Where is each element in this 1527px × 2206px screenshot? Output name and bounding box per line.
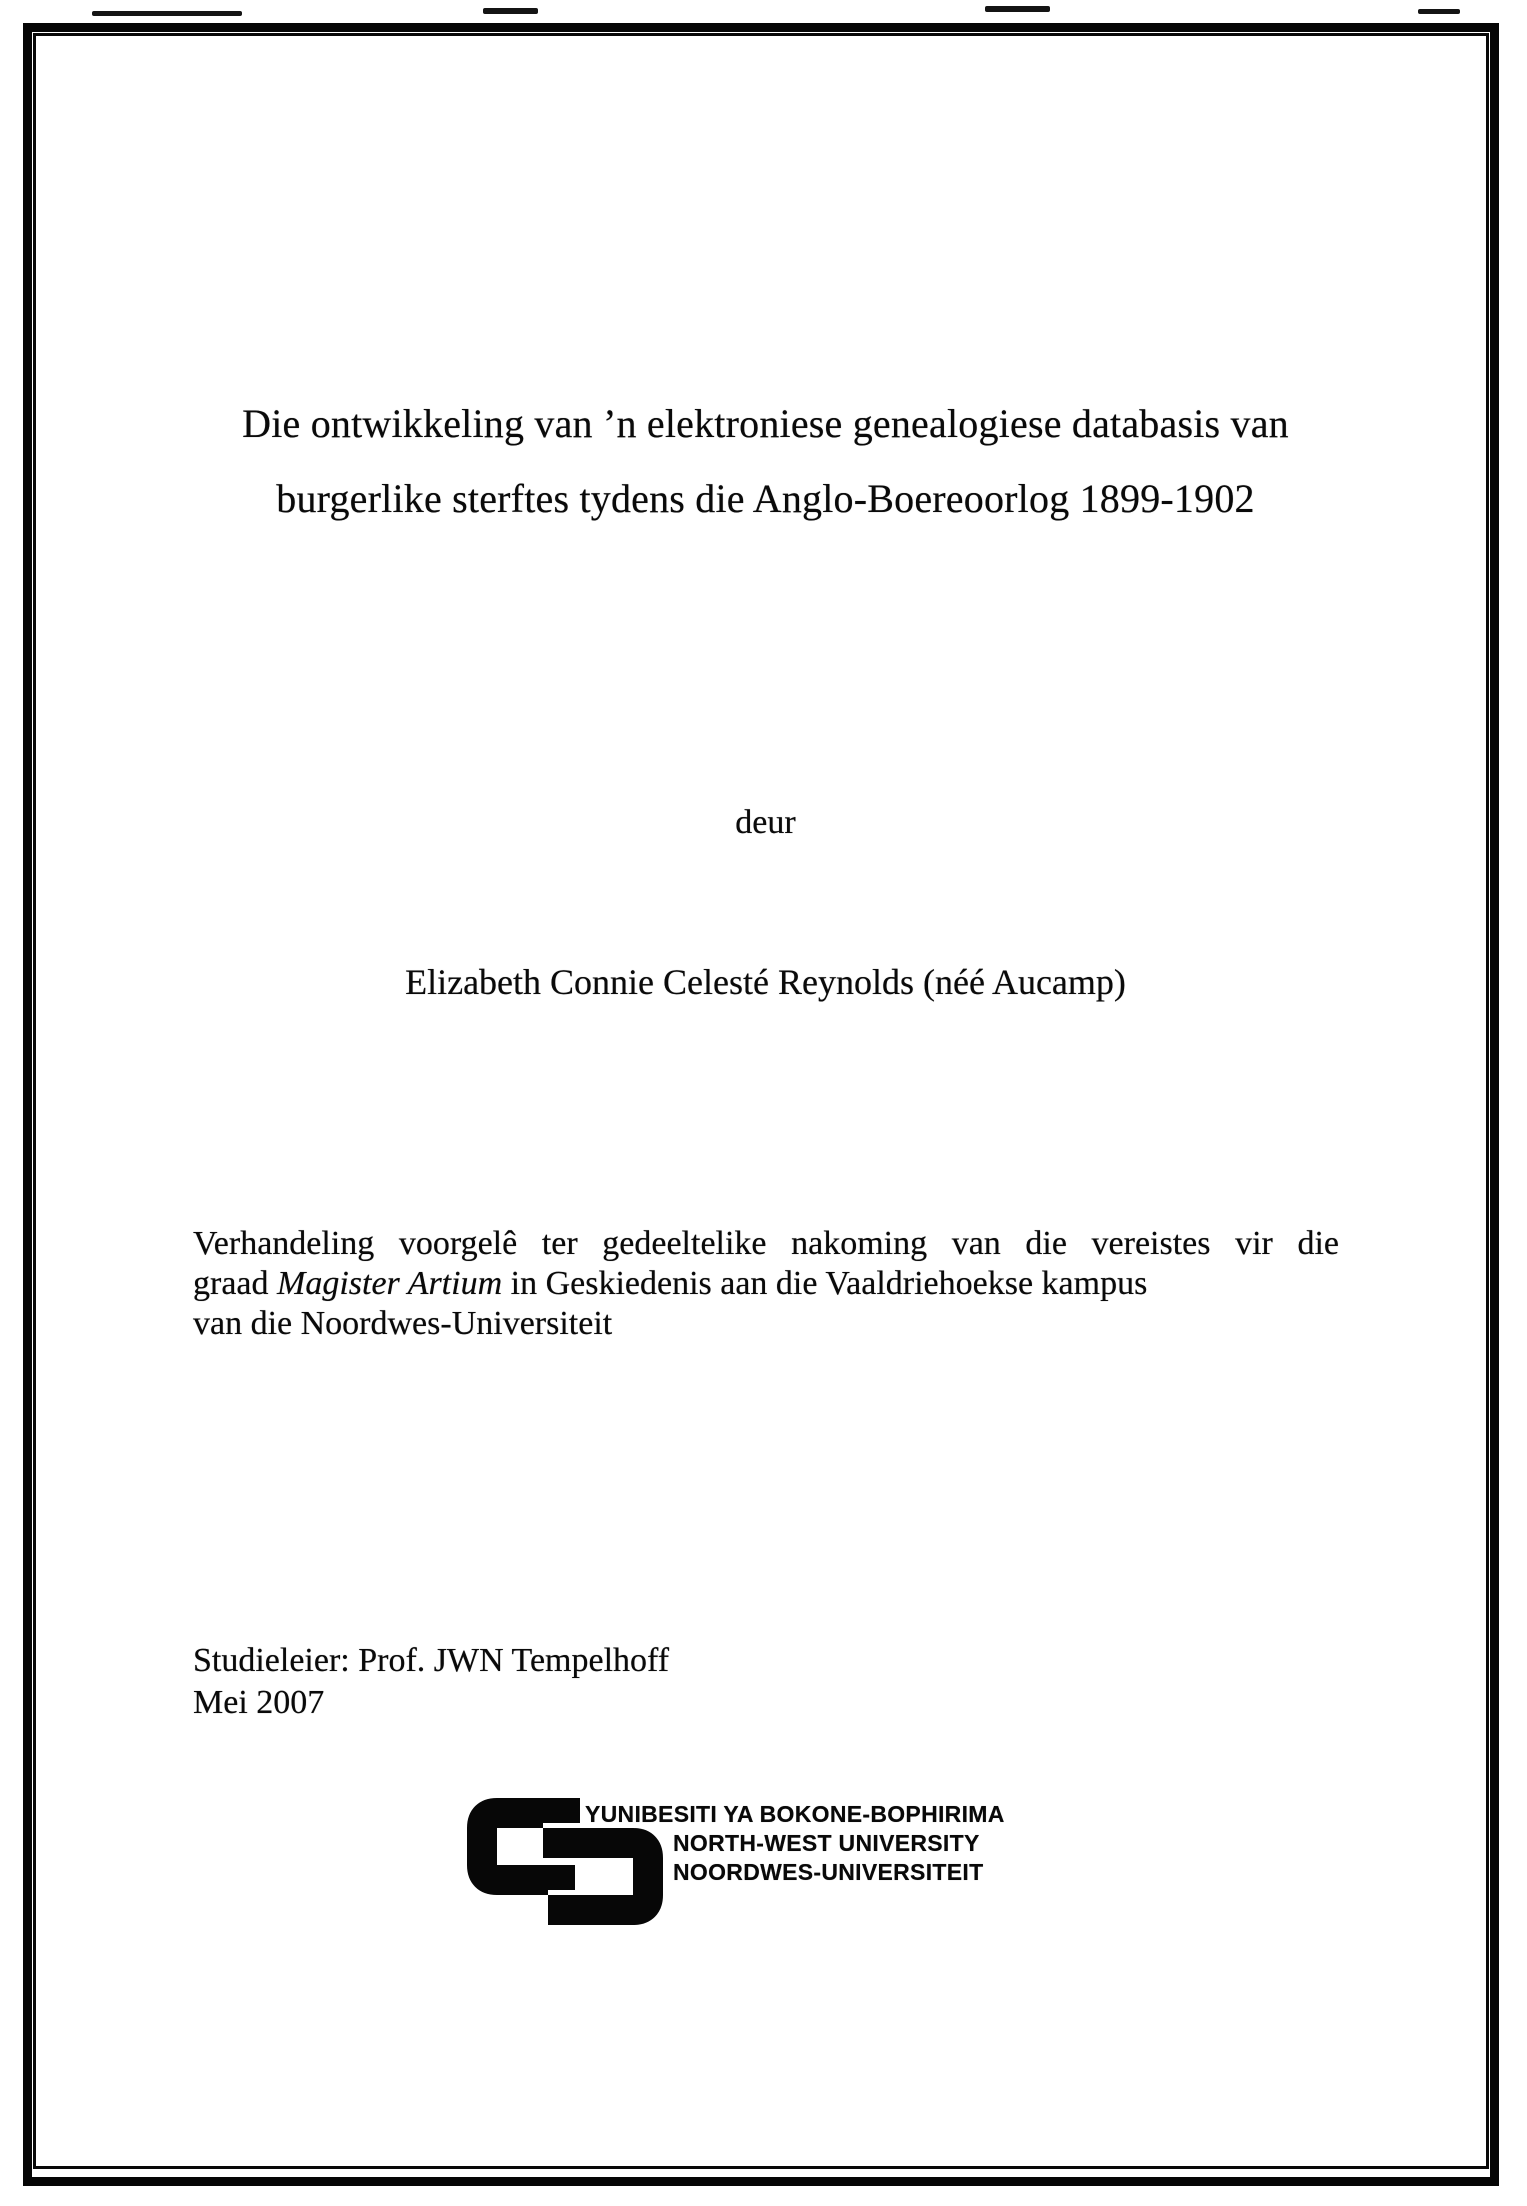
scan-artifact [483, 8, 538, 14]
degree-description [193, 1224, 1339, 1344]
degree-description-line-3: van die Noordwes-Universiteit [193, 1305, 613, 1342]
degree-description-line-2-pre: graad [193, 1265, 278, 1302]
degree-description-line-1: Verhandeling voorgelê ter gedeeltelike nakoming van die vereistes vir die [193, 1225, 1339, 1262]
thesis-title-line-2: burgerlike sterftes tydens die Anglo-Boereoorlog 1899-1902 [276, 476, 1255, 521]
date-line: Mei 2007 [193, 1684, 325, 1721]
degree-description-line-2-post: in Geskiedenis aan die Vaaldriehoekse kampus [502, 1265, 1148, 1302]
thesis-title-line-1: Die ontwikkeling van ’n elektroniese genealogiese databasis van [242, 401, 1289, 446]
byline-label: deur [735, 804, 796, 841]
supervisor-line: Studieleier: Prof. JWN Tempelhoff [193, 1642, 670, 1679]
logo-text-english: NORTH-WEST UNIVERSITY [673, 1830, 980, 1856]
supervisor-block [193, 1640, 1093, 1724]
degree-name-italic: Magister Artium [277, 1265, 503, 1302]
degree-description-line-2 [193, 1264, 1339, 1304]
scan-artifact [1418, 9, 1460, 14]
thesis-title [193, 386, 1338, 536]
scan-artifact [92, 11, 242, 16]
logo-text-setswana: YUNIBESITI YA BOKONE-BOPHIRIMA [585, 1801, 1005, 1827]
author-name: Elizabeth Connie Celesté Reynolds (néé Aucamp) [405, 962, 1126, 1002]
scan-artifact [985, 6, 1050, 12]
logo-text-afrikaans: NOORDWES-UNIVERSITEIT [673, 1859, 984, 1885]
university-logo-text [585, 1800, 1065, 1887]
university-logo [465, 1795, 1065, 1935]
